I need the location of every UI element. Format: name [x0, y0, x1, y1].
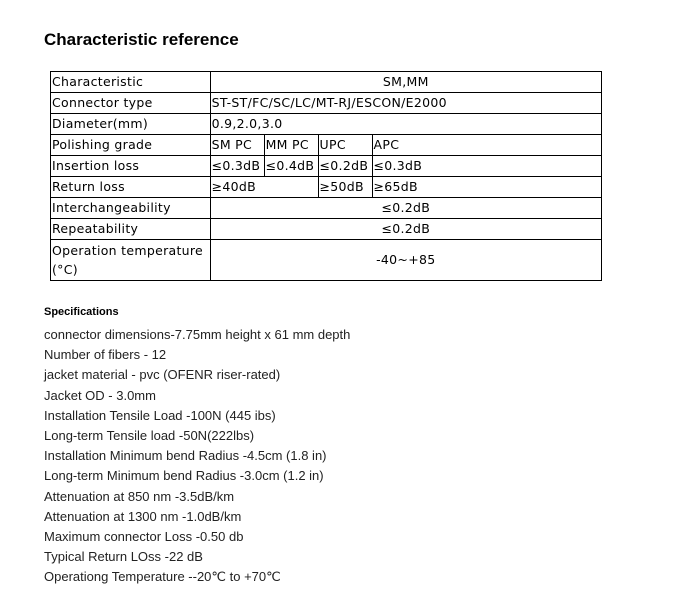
table-cell-value: 0.9,2.0,3.0: [210, 114, 601, 135]
specifications-heading: Specifications: [44, 306, 119, 318]
table-cell-label: Return loss: [51, 177, 211, 198]
table-cell-value: ≤0.4dB: [264, 156, 318, 177]
list-item: connector dimensions-7.75mm height x 61 mm depth: [44, 327, 351, 342]
table-cell-value: ≤0.2dB: [210, 198, 601, 219]
table-row-header: [51, 72, 602, 93]
table-cell-apc: APC: [372, 135, 602, 156]
table-cell-value: ≥40dB: [210, 177, 318, 198]
table-cell-mm-pc: MM PC: [264, 135, 318, 156]
table-row-repeatability: [51, 219, 602, 240]
characteristic-table: [50, 71, 602, 281]
table-cell-sm-pc: SM PC: [210, 135, 264, 156]
table-cell-value: ≤0.2dB: [210, 219, 601, 240]
page-title: Characteristic reference: [44, 30, 239, 49]
table-cell-label: Diameter(mm): [51, 114, 211, 135]
table-cell-value: ≥65dB: [372, 177, 602, 198]
specifications-list: [44, 325, 350, 588]
table-cell-label: Characteristic: [51, 72, 211, 93]
table-row-connector-type: [51, 93, 602, 114]
table-row-interchangeability: [51, 198, 602, 219]
table-cell-value: ≤0.3dB: [210, 156, 264, 177]
table-cell-label: Insertion loss: [51, 156, 211, 177]
list-item: Installation Tensile Load -100N (445 ibs): [44, 407, 276, 423]
list-item: jacket material - pvc (OFENR riser-rated): [44, 367, 281, 383]
table-cell-value: ≤0.2dB: [318, 156, 372, 177]
list-item: Attenuation at 1300 nm -1.0dB/km: [44, 508, 242, 524]
table-cell-value: ≥50dB: [318, 177, 372, 198]
list-item: Operationg Temperature --20℃ to +70℃: [44, 569, 281, 585]
table-cell-label: Repeatability: [51, 219, 211, 240]
table-cell-label: Connector type: [51, 93, 211, 114]
table-cell-label: Polishing grade: [51, 135, 211, 156]
list-item: Jacket OD - 3.0mm: [44, 387, 156, 403]
table-row-return-loss: [51, 177, 602, 198]
list-item: Number of fibers - 12: [44, 347, 167, 363]
list-item: Long-term Minimum bend Radius -3.0cm (1.2 in): [44, 468, 324, 484]
table-cell-upc: UPC: [318, 135, 372, 156]
list-item: Installation Minimum bend Radius -4.5cm (1.8 in): [44, 448, 327, 464]
list-item: Maximum connector Loss -0.50 db: [44, 529, 244, 545]
table-row-polishing-grade: [51, 135, 602, 156]
table-row-operation-temperature: [51, 240, 602, 281]
table-row-diameter: [51, 114, 602, 135]
table-cell-value: SM,MM: [210, 72, 601, 93]
table-cell-value: ≤0.3dB: [372, 156, 602, 177]
list-item: Long-term Tensile load -50N(222lbs): [44, 428, 255, 444]
list-item: Attenuation at 850 nm -3.5dB/km: [44, 488, 235, 504]
table-cell-label: Operation temperature (°C): [51, 240, 211, 281]
table-cell-value: -40~+85: [210, 240, 601, 281]
table-cell-value: ST-ST/FC/SC/LC/MT-RJ/ESCON/E2000: [210, 93, 601, 114]
table-cell-label: Interchangeability: [51, 198, 211, 219]
list-item: Typical Return LOss -22 dB: [44, 549, 203, 565]
table-row-insertion-loss: [51, 156, 602, 177]
